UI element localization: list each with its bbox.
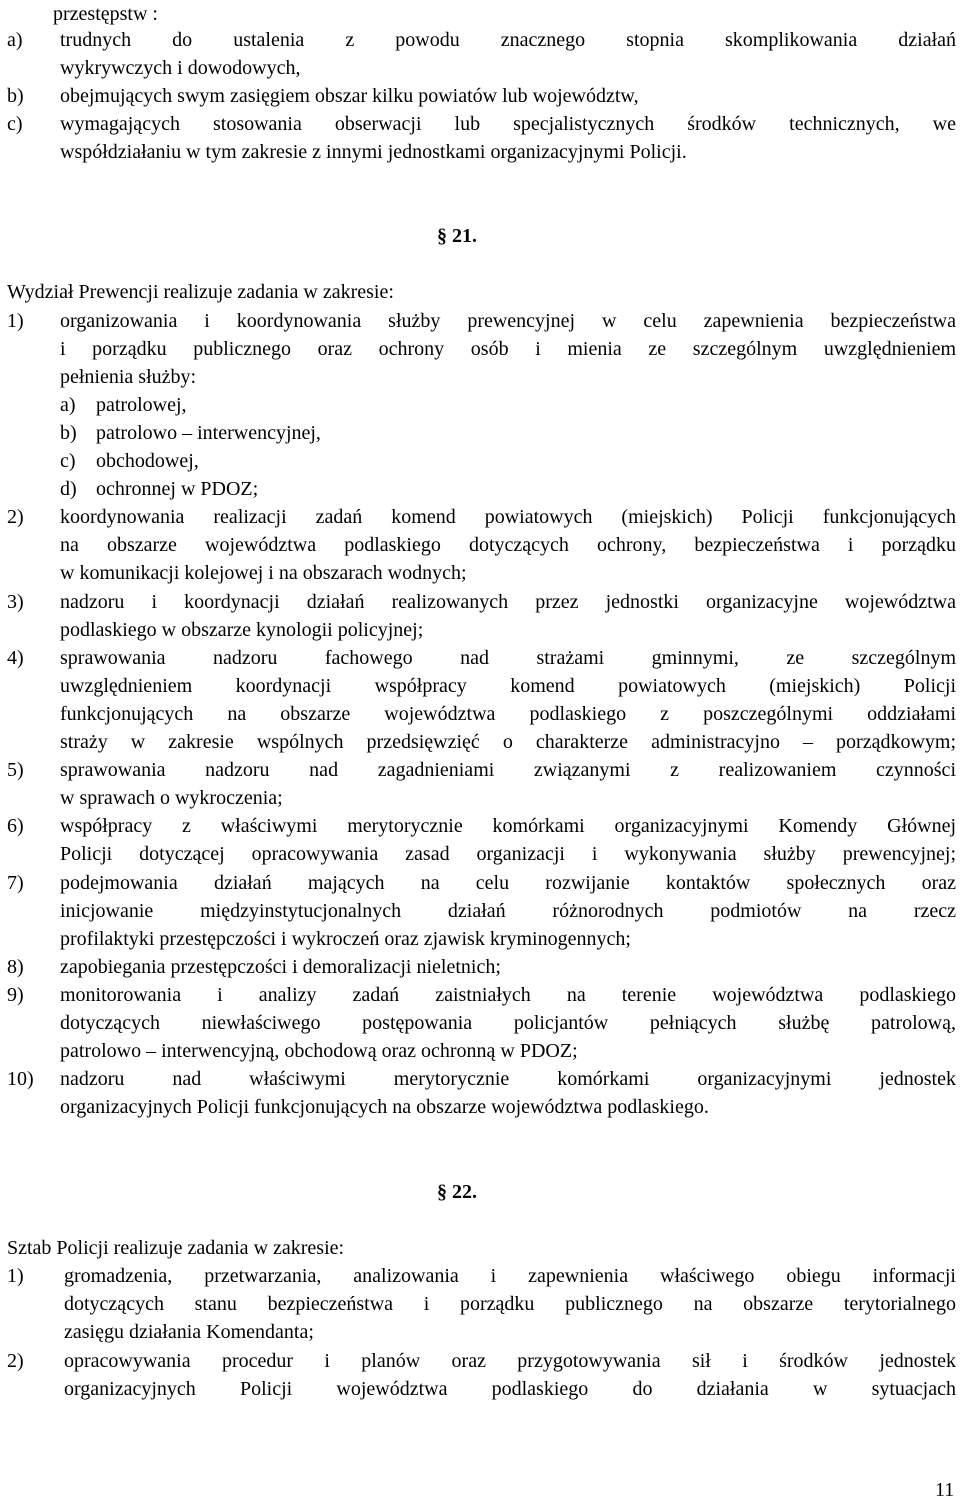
s21-subitem-b-marker: b) bbox=[60, 422, 77, 444]
s21-item-1-line-3: pełnienia służby: bbox=[60, 366, 197, 388]
s21-item-9-line-1: monitorowania i analizy zadań zaistniałych na terenie województwa podlaskiego bbox=[60, 984, 956, 1006]
s22-item-1-line-3: zasięgu działania Komendanta; bbox=[64, 1321, 314, 1343]
s21-item-7-line-2: inicjowanie międzyinstytucjonalnych działań różnorodnych podmiotów na rzecz bbox=[60, 900, 956, 922]
page-number: 11 bbox=[935, 1479, 955, 1501]
s21-item-9-line-2: dotyczących niewłaściwego postępowania policjantów pełniących służbę patrolową, bbox=[60, 1012, 956, 1034]
top-item-b-marker: b) bbox=[7, 85, 24, 107]
s21-subitem-b-text: patrolowo – interwencyjnej, bbox=[96, 422, 321, 444]
s21-item-5-line-2: w sprawach o wykroczenia; bbox=[60, 787, 283, 809]
s21-item-7-line-1: podejmowania działań mających na celu rozwijanie kontaktów społecznych oraz bbox=[60, 872, 956, 894]
s21-item-6-marker: 6) bbox=[7, 815, 24, 837]
s21-item-4-line-4: straży w zakresie wspólnych przedsięwzięć o charakterze administracyjno – porządkowym; bbox=[60, 731, 956, 753]
s21-item-2-line-3: w komunikacji kolejowej i na obszarach wodnych; bbox=[60, 562, 467, 584]
top-item-c-line-2: współdziałaniu w tym zakresie z innymi jednostkami organizacyjnymi Policji. bbox=[60, 141, 687, 163]
section-21-intro: Wydział Prewencji realizuje zadania w zakresie: bbox=[7, 281, 394, 303]
s22-item-1-marker: 1) bbox=[7, 1265, 24, 1287]
s21-item-6-line-2: Policji dotyczącej opracowywania zasad organizacji i wykonywania służby prewencyjnej; bbox=[60, 843, 956, 865]
s21-subitem-c-marker: c) bbox=[60, 450, 76, 472]
s21-item-3-marker: 3) bbox=[7, 591, 24, 613]
s21-item-1-marker: 1) bbox=[7, 310, 24, 332]
s21-item-5-marker: 5) bbox=[7, 759, 24, 781]
s21-subitem-a-marker: a) bbox=[60, 394, 76, 416]
s22-item-2-line-2: organizacyjnych Policji województwa podlaskiego do działania w sytuacjach bbox=[64, 1378, 956, 1400]
s21-item-4-line-1: sprawowania nadzoru fachowego nad strażami gminnymi, ze szczególnym bbox=[60, 647, 956, 669]
s21-item-8-line-1: zapobiegania przestępczości i demoralizacji nieletnich; bbox=[60, 956, 501, 978]
top-item-c-marker: c) bbox=[7, 113, 23, 135]
s21-item-4-line-3: funkcjonujących na obszarze województwa podlaskiego z poszczególnymi oddziałami bbox=[60, 703, 956, 725]
s21-subitem-a-text: patrolowej, bbox=[96, 394, 187, 416]
s21-item-10-line-1: nadzoru nad właściwymi merytorycznie komórkami organizacyjnymi jednostek bbox=[60, 1068, 956, 1090]
s21-item-2-line-1: koordynowania realizacji zadań komend powiatowych (miejskich) Policji funkcjonujących bbox=[60, 506, 956, 528]
s21-subitem-d-marker: d) bbox=[60, 478, 77, 500]
section-22-heading: § 22. bbox=[437, 1181, 477, 1203]
s21-item-6-line-1: współpracy z właściwymi merytorycznie komórkami organizacyjnymi Komendy Głównej bbox=[60, 815, 956, 837]
s22-item-2-marker: 2) bbox=[7, 1350, 24, 1372]
s21-item-4-marker: 4) bbox=[7, 647, 24, 669]
s21-item-9-line-3: patrolowo – interwencyjną, obchodową oraz ochronną w PDOZ; bbox=[60, 1040, 578, 1062]
top-intro: przestępstw : bbox=[53, 3, 158, 25]
s21-item-2-marker: 2) bbox=[7, 506, 24, 528]
s21-item-9-marker: 9) bbox=[7, 984, 24, 1006]
s22-item-2-line-1: opracowywania procedur i planów oraz przygotowywania sił i środków jednostek bbox=[64, 1350, 956, 1372]
s21-item-3-line-1: nadzoru i koordynacji działań realizowanych przez jednostki organizacyjne województwa bbox=[60, 591, 956, 613]
section-22-intro: Sztab Policji realizuje zadania w zakresie: bbox=[7, 1237, 345, 1259]
s21-item-1-line-2: i porządku publicznego oraz ochrony osób i mienia ze szczególnym uwzględnieniem bbox=[60, 338, 956, 360]
s21-item-7-line-3: profilaktyki przestępczości i wykroczeń oraz zjawisk kryminogennych; bbox=[60, 928, 631, 950]
top-item-a-line-2: wykrywczych i dowodowych, bbox=[60, 57, 301, 79]
s22-item-1-line-1: gromadzenia, przetwarzania, analizowania i zapewnienia właściwego obiegu informacji bbox=[64, 1265, 956, 1287]
top-item-c-line-1: wymagających stosowania obserwacji lub specjalistycznych środków technicznych, we bbox=[60, 113, 956, 135]
s21-item-7-marker: 7) bbox=[7, 872, 24, 894]
s21-item-8-marker: 8) bbox=[7, 956, 24, 978]
s21-item-10-line-2: organizacyjnych Policji funkcjonujących na obszarze województwa podlaskiego. bbox=[60, 1096, 709, 1118]
s21-item-5-line-1: sprawowania nadzoru nad zagadnieniami związanymi z realizowaniem czynności bbox=[60, 759, 956, 781]
s21-item-3-line-2: podlaskiego w obszarze kynologii policyjnej; bbox=[60, 619, 424, 641]
s21-subitem-d-text: ochronnej w PDOZ; bbox=[96, 478, 259, 500]
s21-item-4-line-2: uwzględnieniem koordynacji współpracy komend powiatowych (miejskich) Policji bbox=[60, 675, 956, 697]
s21-item-1-line-1: organizowania i koordynowania służby prewencyjnej w celu zapewnienia bezpieczeństwa bbox=[60, 310, 956, 332]
s21-item-10-marker: 10) bbox=[7, 1068, 34, 1090]
top-item-b-line-1: obejmujących swym zasięgiem obszar kilku powiatów lub województw, bbox=[60, 85, 639, 107]
s22-item-1-line-2: dotyczących stanu bezpieczeństwa i porządku publicznego na obszarze terytorialnego bbox=[64, 1293, 956, 1315]
top-item-a-line-1: trudnych do ustalenia z powodu znacznego stopnia skomplikowania działań bbox=[60, 29, 956, 51]
section-21-heading: § 21. bbox=[437, 225, 477, 247]
s21-item-2-line-2: na obszarze województwa podlaskiego dotyczących ochrony, bezpieczeństwa i porządku bbox=[60, 534, 956, 556]
top-item-a-marker: a) bbox=[7, 29, 23, 51]
s21-subitem-c-text: obchodowej, bbox=[96, 450, 199, 472]
